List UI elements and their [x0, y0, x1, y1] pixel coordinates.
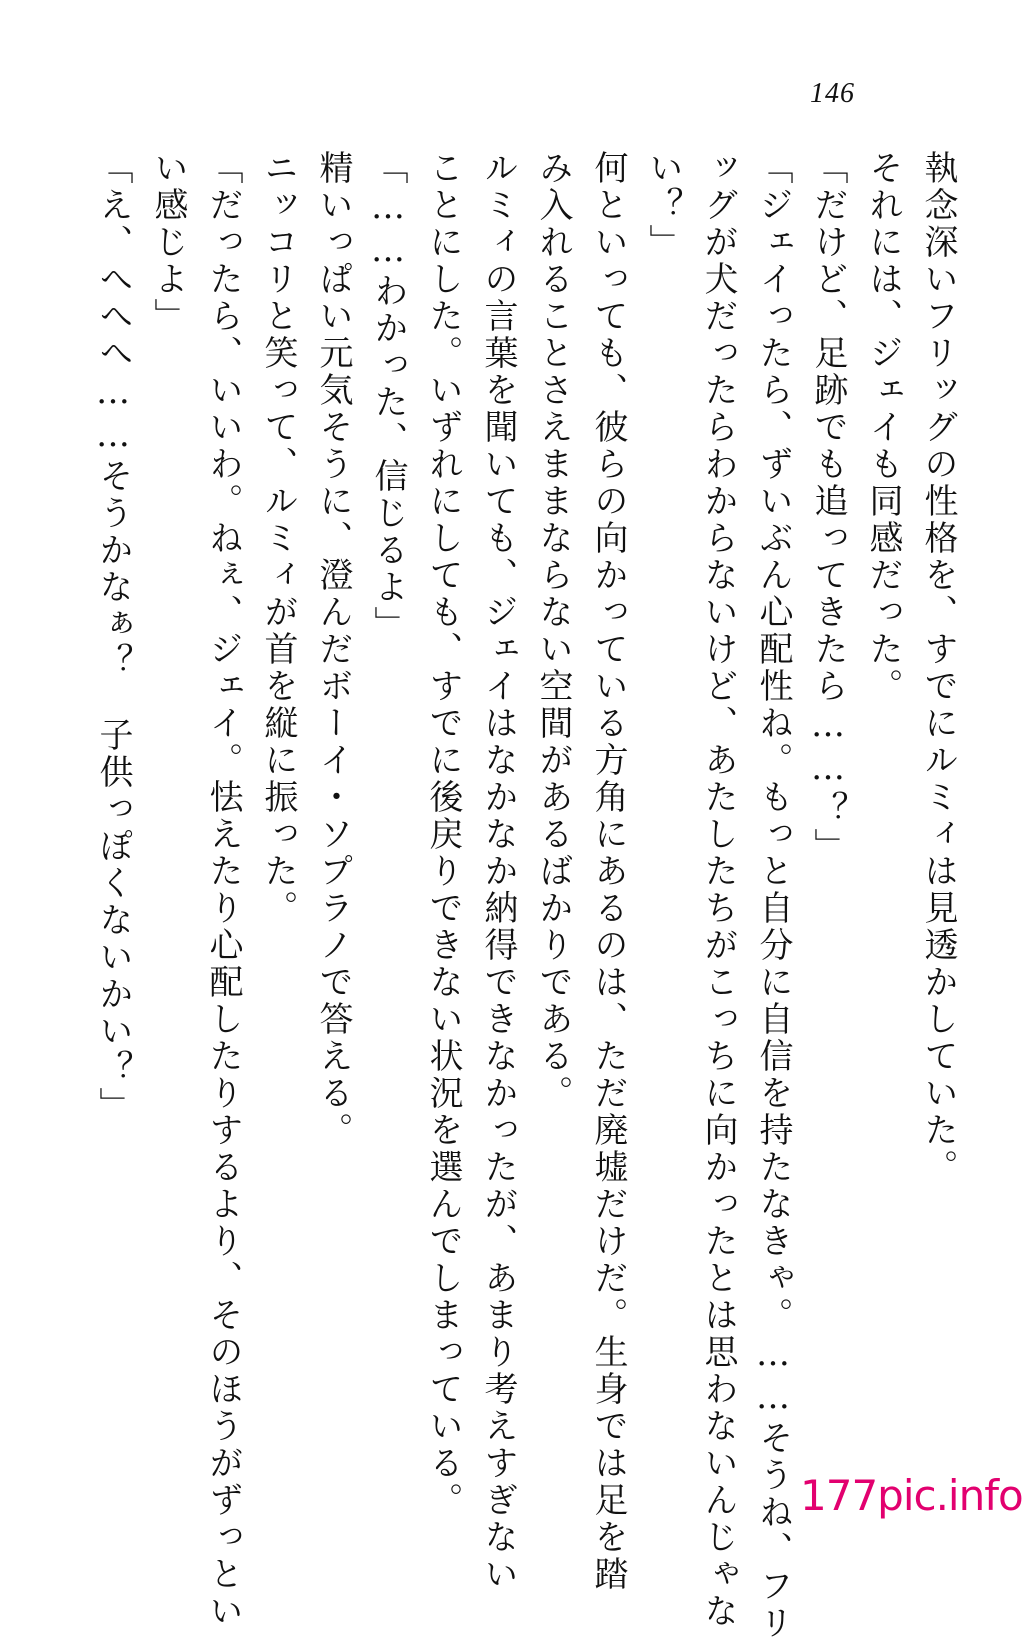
text-line: 執念深いフリッグの性格を、すでにルミィは見透かしていた。: [918, 150, 958, 1186]
text-line: ニッコリと笑って、ルミィが首を縦に振った。: [258, 150, 298, 927]
text-line: い感じよ」: [148, 150, 188, 335]
text-line: ことにした。いずれにしても、すでに後戻りできない状況を選んでしまっている。: [423, 150, 463, 1519]
watermark-link[interactable]: 177pic.info: [800, 1471, 1023, 1520]
text-line: 「だったら、いいわ。ねぇ、ジェイ。怯えたり心配したりするより、そのほうがずっとい: [203, 150, 243, 1630]
text-line: それには、ジェイも同感だった。: [863, 150, 903, 705]
text-line: 何といっても、彼らの向かっている方角にあるのは、ただ廃墟だけだ。生身では足を踏: [588, 150, 628, 1593]
page-number: 146: [810, 78, 855, 109]
text-line: 「ジェイったら、ずいぶん心配性ね。もっと自分に自信を持たなきゃ。……そうね、フリ: [753, 150, 793, 1642]
text-line: ルミィの言葉を聞いても、ジェイはなかなか納得できなかったが、あまり考えすぎない: [478, 150, 518, 1593]
text-line: い？」: [643, 150, 683, 261]
text-line: 「だけど、足跡でも追ってきたら……？」: [808, 150, 848, 865]
text-line: み入れることさえままならない空間があるばかりである。: [533, 150, 573, 1112]
text-line: 精いっぱい元気そうに、澄んだボーイ・ソプラノで答える。: [313, 150, 353, 1149]
text-line: ッグが犬だったらわからないけど、あたしたちがこっちに向かったとは思わないんじゃな: [698, 150, 738, 1630]
text-line: 「え、へへへ……そうかなぁ？ 子供っぽくないかい？」: [93, 150, 133, 1124]
text-line: 「……わかった、信じるよ」: [368, 150, 408, 643]
